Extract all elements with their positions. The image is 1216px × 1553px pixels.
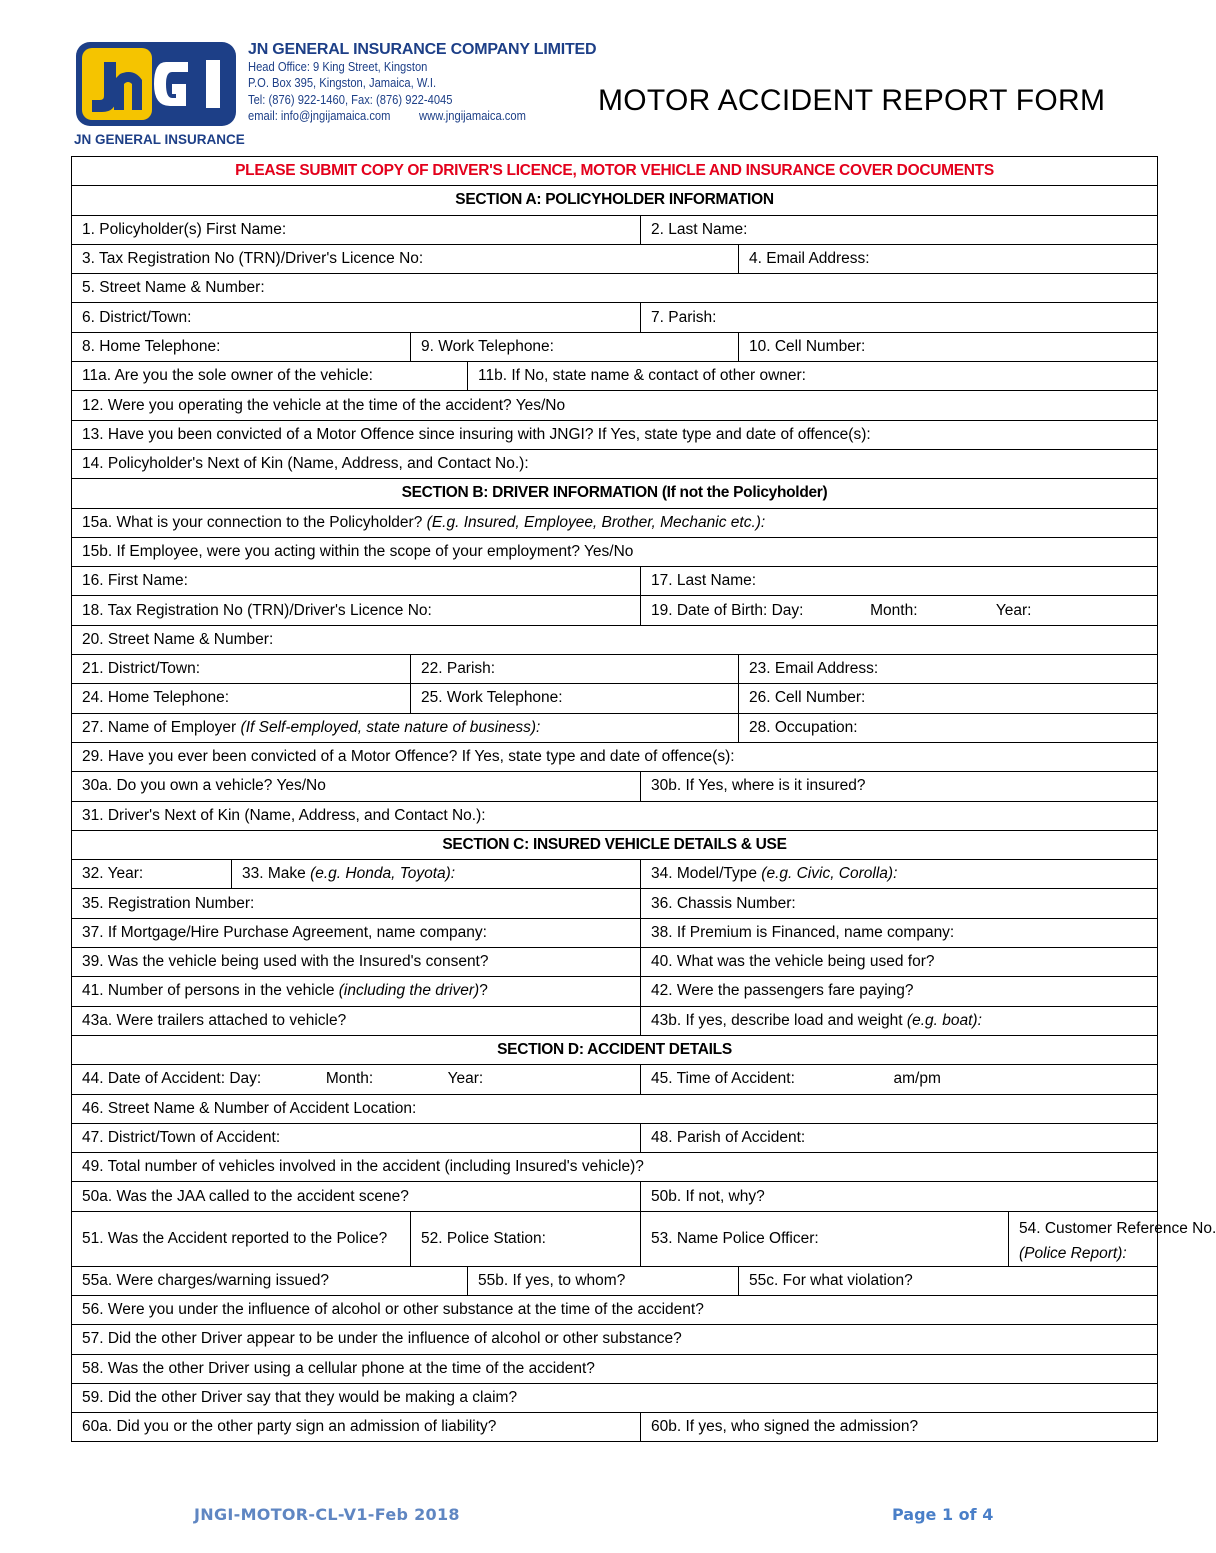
field-other-owner[interactable]: 11b. If No, state name & contact of other owner: [468, 362, 1158, 391]
company-name: JN GENERAL INSURANCE COMPANY LIMITED [248, 41, 597, 58]
field-driver-cell[interactable]: 26. Cell Number: [739, 684, 1158, 713]
field-reported-to-police[interactable]: 51. Was the Accident reported to the Police? [72, 1211, 411, 1266]
field-driver-parish[interactable]: 22. Parish: [411, 655, 739, 684]
footer-doc-code: JNGI-MOTOR-CL-V1-Feb 2018 [194, 1505, 460, 1524]
reference-label: 54. Customer Reference No. [1019, 1219, 1216, 1237]
reference-hint: (Police Report): [1019, 1244, 1127, 1262]
field-policyholder-street[interactable]: 5. Street Name & Number: [72, 274, 1158, 303]
accident-time-label: 45. Time of Accident: [651, 1070, 795, 1088]
accident-year-label: Year: [447, 1070, 484, 1088]
jngi-logo [74, 40, 245, 148]
persons-end: ? [479, 982, 488, 1000]
model-label: 34. Model/Type [651, 865, 757, 883]
field-driver-home-phone[interactable]: 24. Home Telephone: [72, 684, 411, 713]
accident-ampm-label: am/pm [893, 1070, 941, 1088]
field-driver-offences[interactable]: 29. Have you ever been convicted of a Motor Offence? If Yes, state type and date of offence(s): [72, 742, 1158, 771]
field-accident-time[interactable] [641, 1065, 1158, 1094]
dob-day-label: 19. Date of Birth: Day: [651, 601, 804, 619]
connection-hint: (E.g. Insured, Employee, Brother, Mechanic etc.): [426, 513, 766, 531]
dob-month-label: Month: [870, 601, 918, 619]
field-sole-owner[interactable]: 11a. Are you the sole owner of the vehicle: [72, 362, 468, 391]
submission-notice: PLEASE SUBMIT COPY OF DRIVER'S LICENCE, MOTOR VEHICLE AND INSURANCE COVER DOCUMENTS [72, 157, 1158, 186]
persons-label: 41. Number of persons in the vehicle [82, 982, 335, 1000]
section-a-heading: SECTION A: POLICYHOLDER INFORMATION [72, 186, 1158, 215]
field-policyholder-next-of-kin[interactable]: 14. Policyholder's Next of Kin (Name, Address, and Contact No.): [72, 449, 1158, 478]
field-operating-vehicle[interactable]: 12. Were you operating the vehicle at the time of the accident? Yes/No [72, 391, 1158, 420]
field-violation[interactable]: 55c. For what violation? [739, 1266, 1158, 1295]
field-admission-of-liability[interactable]: 60a. Did you or the other party sign an admission of liability? [72, 1413, 641, 1442]
field-driver-email[interactable]: 23. Email Address: [739, 655, 1158, 684]
accident-form-table [71, 156, 1216, 1442]
field-driver-owns-vehicle[interactable]: 30a. Do you own a vehicle? Yes/No [72, 772, 641, 801]
field-customer-reference[interactable] [1009, 1211, 1216, 1266]
field-driver-dob[interactable] [641, 596, 1158, 625]
field-driver-first-name[interactable]: 16. First Name: [72, 567, 641, 596]
field-policyholder-trn[interactable]: 3. Tax Registration No (TRN)/Driver's Licence No: [72, 244, 739, 273]
section-d-heading: SECTION D: ACCIDENT DETAILS [72, 1035, 1158, 1064]
field-vehicle-model[interactable] [641, 860, 1158, 889]
field-admission-signer[interactable]: 60b. If yes, who signed the admission? [641, 1413, 1158, 1442]
field-registration-number[interactable]: 35. Registration Number: [72, 889, 641, 918]
field-scope-of-employment[interactable]: 15b. If Employee, were you acting within the scope of your employment? Yes/No [72, 537, 1158, 566]
field-jaa-not-why[interactable]: 50b. If not, why? [641, 1182, 1158, 1211]
section-b-heading: SECTION B: DRIVER INFORMATION (If not the Policyholder) [72, 479, 1158, 508]
field-under-influence[interactable]: 56. Were you under the influence of alcohol or other substance at the time of the accident? [72, 1295, 1158, 1324]
make-label: 33. Make [242, 865, 306, 883]
field-vehicle-year[interactable]: 32. Year: [72, 860, 232, 889]
field-charges-to-whom[interactable]: 55b. If yes, to whom? [468, 1266, 739, 1295]
form-title: MOTOR ACCIDENT REPORT FORM [598, 84, 1106, 117]
load-label: 43b. If yes, describe load and weight [651, 1011, 903, 1029]
field-premium-finance-company[interactable]: 38. If Premium is Financed, name company: [641, 918, 1158, 947]
connection-label: 15a. What is your connection to the Policyholder? [82, 513, 423, 531]
page-header [0, 0, 1200, 158]
field-policyholder-district[interactable]: 6. District/Town: [72, 303, 641, 332]
field-police-officer[interactable]: 53. Name Police Officer: [641, 1211, 1009, 1266]
accident-month-label: Month: [325, 1070, 374, 1088]
dob-year-label: Year: [995, 601, 1032, 619]
field-driver-next-of-kin[interactable]: 31. Driver's Next of Kin (Name, Address, and Contact No.): [72, 801, 1158, 830]
field-police-station[interactable]: 52. Police Station: [411, 1211, 641, 1266]
employer-label: 27. Name of Employer [82, 718, 237, 736]
field-policyholder-cell[interactable]: 10. Cell Number: [739, 332, 1158, 361]
field-accident-district[interactable]: 47. District/Town of Accident: [72, 1123, 641, 1152]
field-mortgage-company[interactable]: 37. If Mortgage/Hire Purchase Agreement, name company: [72, 918, 641, 947]
field-driver-street[interactable]: 20. Street Name & Number: [72, 625, 1158, 654]
company-contact [248, 108, 548, 125]
company-email: email: info@jngijamaica.com [248, 108, 391, 123]
field-connection-to-policyholder[interactable] [72, 508, 1158, 537]
field-policyholder-email[interactable]: 4. Email Address: [739, 244, 1158, 273]
field-accident-parish[interactable]: 48. Parish of Accident: [641, 1123, 1158, 1152]
company-phone: Tel: (876) 922-1460, Fax: (876) 922-4045 [248, 91, 453, 107]
field-driver-trn[interactable]: 18. Tax Registration No (TRN)/Driver's Licence No: [72, 596, 641, 625]
field-policyholder-last-name[interactable]: 2. Last Name: [641, 215, 1158, 244]
company-website: www.jngijamaica.com [419, 108, 526, 123]
field-policyholder-first-name[interactable]: 1. Policyholder(s) First Name: [72, 215, 641, 244]
field-driver-occupation[interactable]: 28. Occupation: [739, 713, 1158, 742]
field-driver-work-phone[interactable]: 25. Work Telephone: [411, 684, 739, 713]
field-other-driver-phone[interactable]: 58. Was the other Driver using a cellular phone at the time of the accident? [72, 1354, 1158, 1383]
field-driver-last-name[interactable]: 17. Last Name: [641, 567, 1158, 596]
accident-day-label: 44. Date of Accident: Day: [82, 1070, 262, 1088]
field-load-weight[interactable] [641, 1006, 1158, 1035]
load-hint: (e.g. boat): [906, 1011, 982, 1029]
company-address-2: P.O. Box 395, Kingston, Jamaica, W.I. [248, 75, 437, 90]
employer-hint: (If Self-employed, state nature of business): [240, 718, 541, 736]
field-driver-employer[interactable] [72, 713, 739, 742]
field-driver-vehicle-insurer[interactable]: 30b. If Yes, where is it insured? [641, 772, 1158, 801]
company-address-1: Head Office: 9 King Street, Kingston [248, 58, 428, 74]
section-c-heading: SECTION C: INSURED VEHICLE DETAILS & USE [72, 830, 1158, 859]
field-fare-paying[interactable]: 42. Were the passengers fare paying? [641, 977, 1158, 1006]
field-chassis-number[interactable]: 36. Chassis Number: [641, 889, 1158, 918]
field-vehicle-usage[interactable]: 40. What was the vehicle being used for? [641, 948, 1158, 977]
field-policyholder-parish[interactable]: 7. Parish: [641, 303, 1158, 332]
field-policyholder-home-phone[interactable]: 8. Home Telephone: [72, 332, 411, 361]
persons-hint: (including the driver) [338, 982, 480, 1000]
field-vehicle-make[interactable] [232, 860, 641, 889]
company-info [248, 42, 596, 125]
field-charges-issued[interactable]: 55a. Were charges/warning issued? [72, 1266, 468, 1295]
field-jaa-called[interactable]: 50a. Was the JAA called to the accident scene? [72, 1182, 641, 1211]
field-other-driver-influence[interactable]: 57. Did the other Driver appear to be under the influence of alcohol or other substance? [72, 1325, 1158, 1354]
field-trailers-attached[interactable]: 43a. Were trailers attached to vehicle? [72, 1006, 641, 1035]
footer-page-number: Page 1 of 4 [892, 1505, 994, 1524]
field-accident-date[interactable] [72, 1065, 641, 1094]
field-accident-street[interactable]: 46. Street Name & Number of Accident Location: [72, 1094, 1158, 1123]
logo-caption: JN GENERAL INSURANCE [74, 132, 245, 147]
field-insured-consent[interactable]: 39. Was the vehicle being used with the Insured's consent? [72, 948, 641, 977]
field-driver-district[interactable]: 21. District/Town: [72, 655, 411, 684]
field-other-driver-claim[interactable]: 59. Did the other Driver say that they would be making a claim? [72, 1383, 1158, 1412]
field-vehicles-involved[interactable]: 49. Total number of vehicles involved in the accident (including Insured's vehicle)? [72, 1153, 1158, 1182]
field-policyholder-work-phone[interactable]: 9. Work Telephone: [411, 332, 739, 361]
field-policyholder-offences[interactable]: 13. Have you been convicted of a Motor Offence since insuring with JNGI? If Yes, state type and date of offence(s): [72, 420, 1158, 449]
field-persons-in-vehicle[interactable] [72, 977, 641, 1006]
make-hint: (e.g. Honda, Toyota): [310, 865, 456, 883]
model-hint: (e.g. Civic, Corolla): [761, 865, 898, 883]
